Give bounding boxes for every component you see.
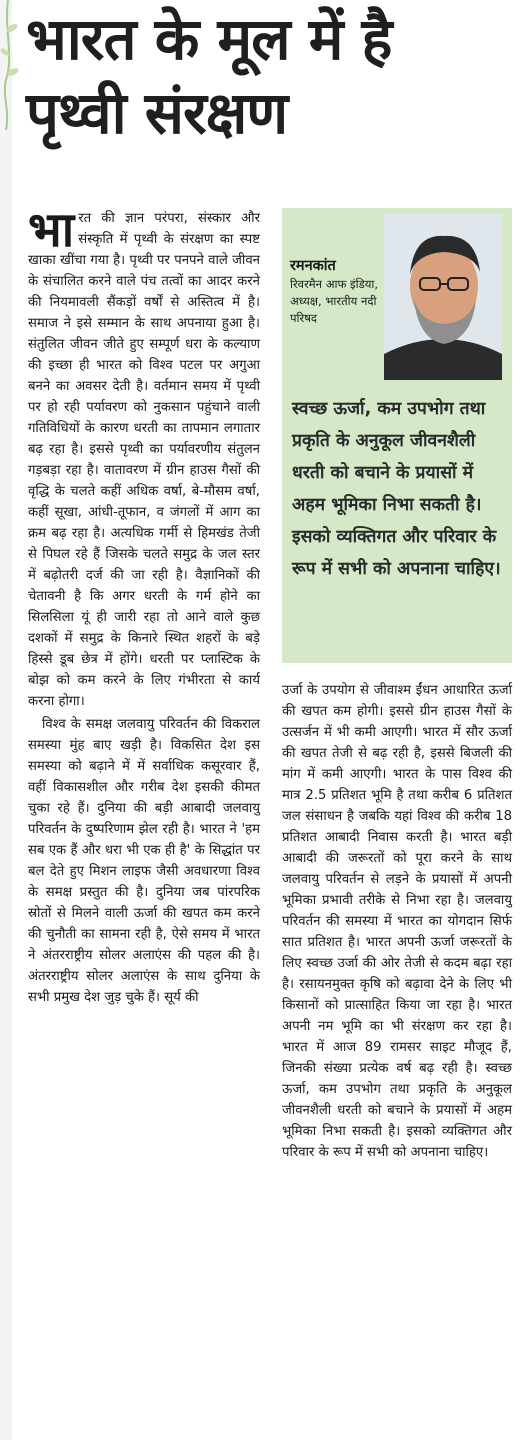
headline-line-1: भारत के मूल में है (26, 5, 392, 73)
author-quote-box (282, 208, 512, 663)
author-role: रिवरमैन आफ इंडिया, अध्यक्ष, भारतीय नदी परिषद (290, 277, 379, 325)
article-paragraph-3: उर्जा के उपयोग से जीवाश्म ईंधन आधारित ऊर्जा की खपत कम होगी। इससे ग्रीन हाउस गैसों के उत्सर्जन में भी कमी आएगी। भारत में सौर ऊर्जा की खपत तेजी से बढ़ रही है, इससे बिजली की मांग में कमी आएगी। भारत के पास विश्व की मात्र 2.5 प्रतिशत भूमि है तथा करीब 6 प्रतिशत जल संसाधन है जबकि यहां विश्व की करीब 18 प्रतिशत आबादी निवास करती है। भारत बड़ी आबादी की जरूरतों को पूरा करने के साथ जलवायु परिवर्तन से लड़ने के प्रयासों में अपनी भूमिका प्रभावी तरीके से निभा रहा है। जलवायु परिवर्तन की समस्या में भारत का योगदान सिर्फ सात प्रतिशत है। भारत अपनी ऊर्जा जरूरतों के लिए स्वच्छ उर्जा की ओर तेजी से कदम बढ़ा रहा है। रसायनमुक्त कृषि को बढ़ावा देने के लिए भी किसानों को प्रात्साहित किया जा रहा है। भारत अपनी नम भूमि का भी संरक्षण कर रहा है। भारत में आज 89 रामसर साइट मौजूद हैं, जिनकी संख्या प्रत्येक वर्ष बढ़ रही है। स्वच्छ ऊर्जा, कम उपभोग तथा प्रकृति के अनुकूल जीवनशैली धरती को बचाने के प्रयासों में अहम भूमिका निभा सकती है। इसको व्यक्तिगत और परिवार के रूप में सभी को अपनाना चाहिए। (282, 683, 512, 1160)
author-byline (290, 256, 390, 327)
headline-line-2: पृथ्वी संरक्षण (26, 79, 288, 147)
author-photo (384, 214, 502, 380)
article-column-right (282, 680, 512, 1163)
left-margin-strip (0, 0, 12, 1440)
drop-cap: भा (28, 202, 75, 258)
article-paragraph-2: विश्व के समक्ष जलवायु परिवर्तन की विकराल समस्या मुंह बाए खड़ी है। विकसित देश इस समस्या को बढ़ाने में में सर्वाधिक कसूरवार हैं, वहीं विकासशील और गरीब देश इसकी कीमत चुका रहे हैं। दुनिया की बड़ी आबादी जलवायु परिवर्तन के दुष्परिणाम झेल रही है। भारत ने 'हम सब एक हैं और धरा भी एक ही है' के सिद्धांत पर बल देते हुए मिशन लाइफ जैसी अवधारणा विश्व के समक्ष प्रस्तुत की है। दुनिया जब पांरपरिक स्रोतों से मिलने वाली ऊर्जा की खपत कम करने की चुनौती का सामना रही है, ऐसे समय में भारत ने अंतरराष्ट्रीय सोलर अलाएंस की पहल की है। अंतरराष्ट्रीय सोलर अलाएंस के साथ दुनिया के सभी प्रमुख देश जुड़ चुके हैं। सूर्य की (28, 717, 260, 1005)
headline (26, 2, 526, 150)
article-paragraph-1 (28, 202, 260, 712)
leaf-vine-decoration (0, 0, 26, 130)
article-column-left (28, 202, 260, 1008)
pull-quote: स्वच्छ ऊर्जा, कम उपभोग तथा प्रकृति के अनुकूल जीवनशैली धरती को बचाने के प्रयासों में अहम भूमिका निभा सकती है। इसको व्यक्तिगत और परिवार के रूप में सभी को अपनाना चाहिए। (292, 399, 501, 579)
paragraph-1-text: रत की ज्ञान परंपरा, संस्कार और संस्कृति में पृथ्वी के संरक्षण का स्पष्ट खाका खींचा गया है। पृथ्वी पर पनपने वाले जीवन के संचालित करने वाले पंच तत्वों का आदर करने की नियमावली सैंकड़ों वर्षों से अस्तित्व में है। समाज ने इसे सम्मान के साथ अपनाया हुआ है। संतुलित जीवन जीते हुए सम्पूर्ण धरा के कल्याण की इच्छा ही भारत को विश्व पटल पर अगुआ बनने का अवसर देती है। वर्तमान समय में पृथ्वी पर हो रही पर्यावरण को नुकसान पहुंचाने वाली गतिविधियों के कारण धरती का तापमान लगातार बढ़ रहा है। इससे पृथ्वी का पर्यावरणीय संतुलन गड़बड़ा रहा है। वातावरण में ग्रीन हाउस गैसों की वृद्धि के चलते कहीं अधिक वर्षा, बे-मौसम वर्षा, कहीं सूखा, आंधी-तूफान, व जंगलों में आग का क्रम बढ़ रहा है। अत्यधिक गर्मी से हिमखंड तेजी से पिघल रहे हैं जिसके चलते समुद्र के जल स्तर में बढ़ोतरी दर्ज की जा रही है। वैज्ञानिकों की चेतावनी है कि अगर धरती के गर्म होने का सिलसिला यूं ही जारी रहा तो आने वाले कुछ दशकों में समुद्र के किनारे स्थित शहरों के बड़े हिस्से डूब छेत्र में होंगे। धरती पर प्लास्टिक के बोझ को कम करने के लिए गंभीरता से कार्य करना होगा। (28, 211, 260, 709)
author-name: रमनकांत (290, 258, 336, 274)
